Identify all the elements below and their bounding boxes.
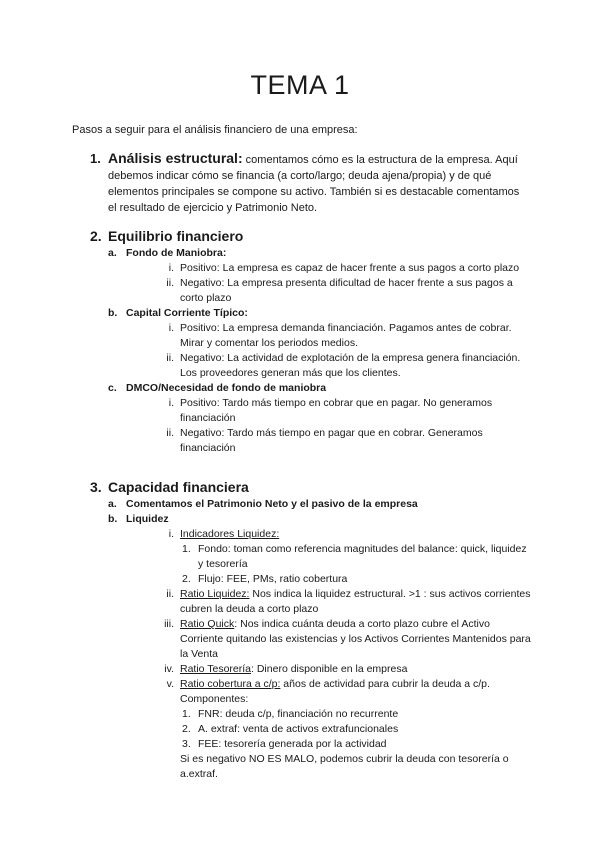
list-item [166,426,535,456]
item-text: : Dinero disponible en la empresa [251,663,408,675]
subsection-label: DMCO/Necesidad de fondo de maniobra [126,382,327,394]
item-text: Nos indica la liquidez estructural. >1 : sus activos corrientes cubren la deuda a corto plazo [180,588,531,615]
section-number: 3. [90,479,102,495]
sub-list-item [182,542,528,572]
item-numeral: iv. [164,663,174,675]
list-item [166,276,535,306]
item-numeral: ii. [166,277,174,289]
item-label: Ratio Quick [180,618,235,630]
item-text: Negativo: Tardo más tiempo en pagar que en cobrar. Generamos financiación [180,427,483,454]
item-text: años de actividad para cubrir la deuda a c/p. Componentes: [180,678,490,705]
item-numeral: i. [168,397,174,409]
sub-item-text: FEE: tesorería generada por la actividad [198,738,387,750]
sub-item-text: FNR: deuda c/p, financiación no recurrente [198,708,399,720]
subsection-liquidez [108,512,550,527]
sub-list-item [182,737,528,752]
section-text: comentamos cómo es la estructura de la empresa. Aquí debemos indicar cómo se financia (a corto/largo; deuda ajena/propia) y de qué elementos principales se compone su activo. También si es destacable comentamos el resultado de ejercicio y Patrimonio Neto. [108,154,520,214]
section-analisis-estructural [90,150,530,216]
intro-text: Pasos a seguir para el análisis financiero de una empresa: [72,124,358,136]
item-text: Positivo: La empresa demanda financiación. Pagamos antes de cobrar. Mirar y comentar los periodos medios. [180,322,512,349]
item-text: Negativo: La actividad de explotación de la empresa genera financiación. Los proveedores generan más que los clientes. [180,352,521,379]
sub-list-item [182,722,528,737]
section-capacidad-financiera [90,477,550,782]
list-item [168,396,535,426]
item-numeral: i. [168,322,174,334]
subsection-label: Comentamos el Patrimonio Neto y el pasivo de la empresa [126,498,418,510]
list-item-ratio-liquidez [166,587,535,617]
item-label: Ratio Liquidez: [180,588,250,600]
sub-item-number: 2. [182,723,191,735]
section-number: 2. [90,228,102,244]
item-numeral: iii. [164,618,174,630]
subsection-letter: a. [108,498,117,510]
subsection-dmco [108,381,550,396]
sub-item-number: 1. [182,543,191,555]
list-item [168,261,535,276]
item-numeral: ii. [166,588,174,600]
subsection-letter: b. [108,307,118,319]
page-title: TEMA 1 [250,70,350,100]
section-heading [90,477,550,497]
list-item-ratio-tesoreria [164,662,535,677]
subsection-letter: c. [108,382,117,394]
sub-item-text: Fondo: toman como referencia magnitudes del balance: quick, liquidez y tesorería [198,543,527,570]
section-heading-text: Capacidad financiera [108,479,249,495]
list-item-ratio-cobertura [166,677,535,707]
item-label: Ratio cobertura a c/p: [180,678,281,690]
section-heading-text: Equilibrio financiero [108,228,244,244]
subsection-fondo-maniobra [108,246,550,261]
list-item [166,351,535,381]
list-item-ratio-quick [164,617,535,662]
note-text: Si es negativo NO ES MALO, podemos cubrir la deuda con tesorería o a.extraf. [180,753,509,780]
sub-item-text: A. extraf: venta de activos extrafuncionales [198,723,399,735]
section-equilibrio-financiero [90,226,550,456]
sub-item-number: 3. [182,738,191,750]
sub-item-text: Flujo: FEE, PMs, ratio cobertura [198,573,348,585]
item-numeral: v. [166,678,174,690]
subsection-label: Liquidez [126,513,169,525]
subsection-label: Capital Corriente Típico: [126,307,248,319]
list-item-indicadores-liquidez [168,527,535,542]
item-label: Ratio Tesorería [180,663,252,675]
subsection-letter: b. [108,513,118,525]
sub-list-item [182,707,528,722]
item-text: : Nos indica cuánta deuda a corto plazo cubre el Activo Corriente quitando las existencias y los Activos Corrientes Mantenidos para la Venta [180,618,531,660]
section-number: 1. [90,151,101,166]
item-text: Positivo: La empresa es capaz de hacer frente a sus pagos a corto plazo [180,262,520,274]
sub-item-number: 2. [182,573,191,585]
sub-item-number: 1. [182,708,191,720]
item-numeral: ii. [166,352,174,364]
item-numeral: i. [168,262,174,274]
subsection-label: Fondo de Maniobra: [126,247,227,259]
subsection-capital-corriente [108,306,550,321]
item-text: Positivo: Tardo más tiempo en cobrar que en pagar. No generamos financiación [180,397,493,424]
subsection-letter: a. [108,247,117,259]
sub-list-item [182,572,528,587]
item-numeral: ii. [166,427,174,439]
section-heading [90,226,550,246]
section-heading: Análisis estructural: [108,150,243,166]
list-item [168,321,535,351]
item-label: Indicadores Liquidez: [180,528,280,540]
subsection-patrimonio-neto [108,497,550,512]
item-text: Negativo: La empresa presenta dificultad de hacer frente a sus pagos a corto plazo [180,277,513,304]
item-numeral: i. [168,528,174,540]
